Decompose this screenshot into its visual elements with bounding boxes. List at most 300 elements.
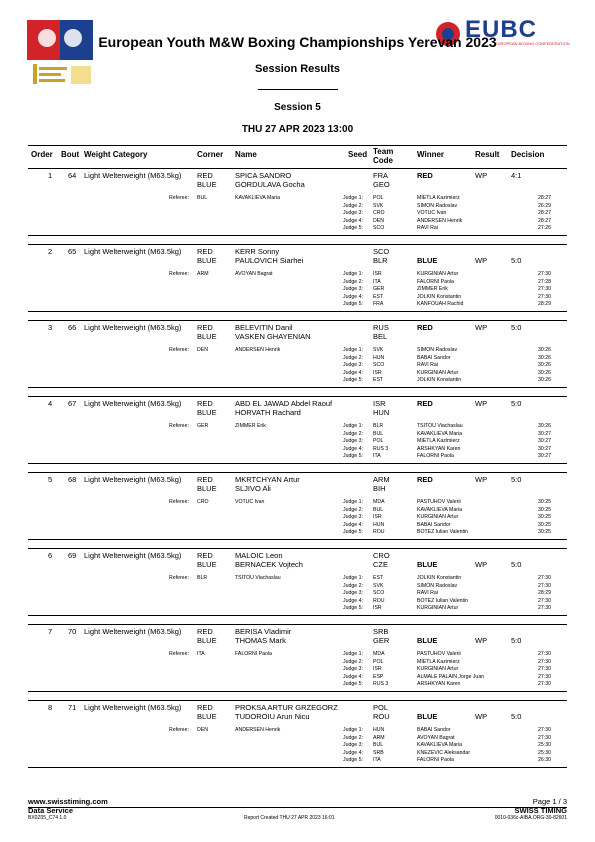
judge-name: ANDERSEN Henrik (417, 217, 463, 224)
red-corner-cell: RED (197, 399, 213, 408)
judge-label: Judge 1: (343, 423, 363, 429)
judge-country: BLR (373, 423, 384, 429)
judge-score: 30:25 (538, 506, 551, 513)
judge-name: BOTEZ Iulian Valentin (417, 597, 468, 604)
referee-country: GER (197, 423, 209, 429)
result-cell: WP (475, 323, 488, 332)
judge-country: ISR (373, 369, 382, 376)
footer-rule (28, 807, 567, 808)
judge-name: FALORNI Paola (417, 278, 454, 285)
judge-label: Judge 1: (343, 347, 363, 353)
footer-ref: 0010-036c-AIBA.ORG-30-82601 (494, 815, 567, 821)
bout-cell: 71 (68, 703, 77, 712)
bout-row (28, 624, 567, 692)
judge-label: Judge 3: (343, 666, 363, 673)
judge-country: ITA (373, 278, 381, 285)
order-cell: 7 (48, 627, 53, 636)
judge-label: Judge 5: (343, 681, 363, 688)
judge-country: DEN (373, 217, 384, 224)
col-decision: Decision (511, 150, 545, 159)
col-team-code: Team Code (373, 147, 394, 165)
judge-label: Judge 5: (343, 377, 363, 384)
judge-label: Judge 4: (343, 597, 363, 604)
judge-name: KNEZEVIC Aleksandar (417, 749, 471, 756)
judge-label: Judge 3: (343, 590, 363, 597)
blue-team-code: HUN (373, 408, 390, 417)
weight-cell: Light Welterweight (M63.5kg) (84, 323, 182, 332)
judge-score: 27:30 (538, 651, 551, 657)
judge-name: ARSHKYAN Karen (417, 681, 461, 688)
bout-row (28, 168, 567, 236)
judge-name: MIETLA Kazimierz (417, 438, 460, 445)
judge-label: Judge 4: (343, 521, 363, 528)
blue-boxer-name: TUDOROIU Arun Nicu (235, 712, 310, 721)
referee-label: Referee: (169, 651, 189, 657)
bout-cell: 65 (68, 247, 77, 256)
judge-country: HUN (373, 354, 385, 361)
judge-score: 30:26 (538, 369, 551, 376)
judge-score: 30:27 (538, 438, 551, 445)
judge-name: PASTUHOV Valerii (417, 499, 461, 505)
judge-name: BABAI Sandor (417, 354, 451, 361)
judge-label: Judge 4: (343, 293, 363, 300)
decision-cell: 5:0 (511, 475, 522, 484)
red-team-code: SRB (373, 627, 389, 636)
session-datetime: THU 27 APR 2023 13:00 (241, 124, 354, 135)
referee-country: ITA (197, 651, 205, 657)
blue-corner-cell: BLUE (197, 256, 217, 265)
judge-label: Judge 5: (343, 225, 363, 232)
order-cell: 6 (48, 551, 53, 560)
judge-label: Judge 5: (343, 301, 363, 308)
judge-name: ARSHKYAN Karen (417, 445, 461, 452)
judge-score: 27:28 (538, 278, 551, 285)
judge-country: EST (373, 293, 384, 300)
result-cell: WP (475, 256, 488, 265)
weight-cell: Light Welterweight (M63.5kg) (84, 247, 182, 256)
judge-score: 27:30 (538, 727, 551, 733)
judge-label: Judge 3: (343, 438, 363, 445)
bout-cell: 70 (68, 627, 77, 636)
judge-score: 30:25 (538, 499, 551, 505)
judge-score: 25:30 (538, 742, 551, 749)
judge-name: KAVAKLIEVA Maria (417, 506, 462, 513)
judge-label: Judge 1: (343, 575, 363, 581)
col-result: Result (475, 150, 500, 159)
judge-country: ISR (373, 605, 382, 612)
judge-name: KAVAKLIEVA Maria (417, 742, 462, 749)
bout-cell: 64 (68, 171, 77, 180)
referee-name: AVOYAN Bagrat (235, 271, 273, 277)
blue-corner-cell: BLUE (197, 560, 217, 569)
referee-name: TSITOU Viachaslau (235, 575, 281, 581)
result-cell: WP (475, 560, 488, 569)
referee-label: Referee: (169, 271, 189, 277)
judge-name: RAVI Rai (417, 225, 438, 232)
judge-score: 28:27 (538, 210, 551, 217)
winner-cell: BLUE (417, 256, 438, 265)
decision-cell: 5:0 (511, 636, 522, 645)
judge-country: BUL (373, 430, 384, 437)
judge-label: Judge 3: (343, 286, 363, 293)
judge-country: ISR (373, 271, 382, 277)
judge-score: 25:30 (538, 749, 551, 756)
judge-country: BUL (373, 506, 384, 513)
judge-label: Judge 2: (343, 582, 363, 589)
judge-country: ISR (373, 514, 382, 521)
order-cell: 4 (48, 399, 53, 408)
judge-name: SIMON Radoslav (417, 582, 458, 589)
red-team-code: SCO (373, 247, 390, 256)
weight-cell: Light Welterweight (M63.5kg) (84, 171, 182, 180)
judge-label: Judge 3: (343, 742, 363, 749)
judge-score: 27:30 (538, 666, 551, 673)
red-team-code: ISR (373, 399, 386, 408)
blue-corner-cell: BLUE (197, 712, 217, 721)
weight-cell: Light Welterweight (M63.5kg) (84, 551, 182, 560)
judge-score: 26:29 (538, 202, 551, 209)
judge-label: Judge 5: (343, 453, 363, 460)
red-boxer-name: MALOIC Leon (235, 551, 283, 560)
referee-name: FALORNI Paola (235, 651, 272, 657)
championship-logo (27, 20, 93, 90)
weight-cell: Light Welterweight (M63.5kg) (84, 399, 182, 408)
result-cell: WP (475, 171, 488, 180)
weight-cell: Light Welterweight (M63.5kg) (84, 703, 182, 712)
referee-country: CRO (197, 499, 209, 505)
bout-row (28, 396, 567, 464)
judge-label: Judge 2: (343, 658, 363, 665)
judge-country: SCO (373, 362, 385, 369)
judge-country: EST (373, 575, 384, 581)
judge-name: JOLKIN Konstantin (417, 293, 462, 300)
session-label: Session 5 (274, 102, 321, 113)
blue-team-code: ROU (373, 712, 390, 721)
judge-score: 28:29 (538, 301, 551, 308)
referee-name: ZIMMER Erik (235, 423, 266, 429)
decision-cell: 5:0 (511, 256, 522, 265)
blue-boxer-name: BERNACEK Vojtech (235, 560, 303, 569)
footer-data-service: Data Service (28, 806, 74, 815)
judge-name: PASTUHOV Valerii (417, 651, 461, 657)
decision-cell: 4:1 (511, 171, 522, 180)
result-cell: WP (475, 475, 488, 484)
judge-country: ARM (373, 734, 385, 741)
referee-country: DEN (197, 347, 208, 353)
red-team-code: ARM (373, 475, 390, 484)
judge-label: Judge 1: (343, 727, 363, 733)
judge-name: JOLKIN Konstantin (417, 377, 462, 384)
judge-label: Judge 2: (343, 506, 363, 513)
judge-name: ZIMMER Erik (417, 286, 448, 293)
red-boxer-name: KERR Sonny (235, 247, 280, 256)
judge-name: KURGINIAN Artur (417, 605, 459, 612)
judge-label: Judge 1: (343, 499, 363, 505)
result-cell: WP (475, 399, 488, 408)
blue-team-code: CZE (373, 560, 388, 569)
page-title: European Youth M&W Boxing Championships Yerevan 2023 (98, 34, 497, 50)
judge-score: 27:30 (538, 582, 551, 589)
judge-score: 30:26 (538, 347, 551, 353)
red-boxer-name: SPICA SANDRO (235, 171, 292, 180)
referee-label: Referee: (169, 499, 189, 505)
footer-brand: SWISS TIMING (514, 806, 567, 815)
blue-team-code: BEL (373, 332, 388, 341)
referee-name: ANDERSEN Henrik (235, 347, 281, 353)
judge-score: 30:25 (538, 529, 551, 536)
judge-name: BOTEZ Iulian Valentin (417, 529, 468, 536)
red-team-code: RUS (373, 323, 389, 332)
judge-name: BABAI Sandor (417, 521, 451, 528)
winner-cell: BLUE (417, 712, 438, 721)
judge-country: SVK (373, 202, 384, 209)
judge-country: EST (373, 377, 384, 384)
blue-corner-cell: BLUE (197, 636, 217, 645)
blue-boxer-name: THOMAS Mark (235, 636, 286, 645)
referee-name: ANDERSEN Henrik (235, 727, 281, 733)
subtitle-rule (258, 89, 338, 90)
col-corner: Corner (197, 150, 224, 159)
judge-label: Judge 5: (343, 529, 363, 536)
weight-cell: Light Welterweight (M63.5kg) (84, 627, 182, 636)
col-bout: Bout (61, 150, 80, 159)
judge-name: SIMON Radoslav (417, 202, 458, 209)
blue-boxer-name: SLJIVO Ali (235, 484, 271, 493)
judge-label: Judge 4: (343, 673, 363, 680)
col-order: Order (31, 150, 53, 159)
judge-score: 27:30 (538, 271, 551, 277)
red-corner-cell: RED (197, 171, 213, 180)
judge-label: Judge 1: (343, 271, 363, 277)
judge-country: SVK (373, 347, 384, 353)
eubc-logo-text: EUBC (465, 16, 538, 43)
blue-boxer-name: PAULOVICH Siarhei (235, 256, 304, 265)
judge-score: 27:30 (538, 673, 551, 680)
bout-cell: 68 (68, 475, 77, 484)
referee-label: Referee: (169, 727, 189, 733)
bout-cell: 66 (68, 323, 77, 332)
judge-country: MDA (373, 651, 385, 657)
blue-team-code: BLR (373, 256, 388, 265)
decision-cell: 5:0 (511, 712, 522, 721)
referee-country: BLR (197, 575, 208, 581)
judge-score: 30:27 (538, 453, 551, 460)
col-name: Name (235, 150, 257, 159)
bout-cell: 67 (68, 399, 77, 408)
red-boxer-name: MKRTCHYAN Artur (235, 475, 300, 484)
judge-label: Judge 2: (343, 202, 363, 209)
judge-label: Judge 4: (343, 369, 363, 376)
referee-label: Referee: (169, 347, 189, 353)
referee-country: DEN (197, 727, 208, 733)
judge-country: POL (373, 438, 384, 445)
decision-cell: 5:0 (511, 560, 522, 569)
judge-label: Judge 1: (343, 195, 363, 201)
referee-country: BUL (197, 195, 208, 201)
referee-label: Referee: (169, 195, 189, 201)
judge-name: KURGINIAN Artur (417, 271, 459, 277)
bout-row (28, 472, 567, 540)
referee-name: KAVAKLIEVA Maria (235, 195, 280, 201)
judge-name: BABAI Sandor (417, 727, 451, 733)
referee-label: Referee: (169, 575, 189, 581)
col-winner: Winner (417, 150, 445, 159)
judge-country: FRA (373, 301, 384, 308)
order-cell: 5 (48, 475, 53, 484)
referee-name: VOTUC Ivan (235, 499, 265, 505)
judge-score: 30:26 (538, 377, 551, 384)
judge-label: Judge 2: (343, 354, 363, 361)
blue-boxer-name: VASKEN GHAYENIAN (235, 332, 311, 341)
blue-team-code: GEO (373, 180, 390, 189)
judge-name: MIETLA Kazimierz (417, 195, 460, 201)
judge-country: CRO (373, 210, 385, 217)
red-corner-cell: RED (197, 703, 213, 712)
judge-name: KANFOUAH Rachid (417, 301, 464, 308)
bout-row (28, 244, 567, 312)
judge-country: BUL (373, 742, 384, 749)
footer-code: BX0Z05_C74 1.0 (28, 815, 67, 821)
judge-label: Judge 5: (343, 605, 363, 612)
order-cell: 2 (48, 247, 53, 256)
judge-country: ROU (373, 597, 385, 604)
bout-row (28, 548, 567, 616)
judge-name: KURGINIAN Artur (417, 514, 459, 521)
judge-label: Judge 1: (343, 651, 363, 657)
winner-cell: RED (417, 399, 433, 408)
judge-label: Judge 4: (343, 217, 363, 224)
judge-name: KURGINIAN Artur (417, 666, 459, 673)
judge-name: FALORNI Paola (417, 757, 454, 764)
judge-score: 27:30 (538, 658, 551, 665)
judge-country: ITA (373, 757, 381, 764)
red-corner-cell: RED (197, 247, 213, 256)
page-subtitle: Session Results (255, 63, 340, 75)
judge-name: MIETLA Kazimierz (417, 658, 460, 665)
blue-corner-cell: BLUE (197, 332, 217, 341)
judge-name: KAVAKLIEVA Maria (417, 430, 462, 437)
bout-row (28, 700, 567, 768)
red-team-code: POL (373, 703, 389, 712)
red-corner-cell: RED (197, 551, 213, 560)
judge-label: Judge 3: (343, 514, 363, 521)
judge-country: SCO (373, 590, 385, 597)
judge-country: HUN (373, 727, 385, 733)
judge-country: ISR (373, 666, 382, 673)
judge-label: Judge 2: (343, 430, 363, 437)
blue-boxer-name: HORVATH Rachard (235, 408, 301, 417)
judge-name: RAVI Rai (417, 590, 438, 597)
judge-score: 30:27 (538, 445, 551, 452)
col-seed: Seed (348, 150, 368, 159)
judge-country: GER (373, 286, 385, 293)
table-header (28, 145, 567, 169)
result-cell: WP (475, 636, 488, 645)
red-boxer-name: BELEVITIN Danil (235, 323, 293, 332)
judge-score: 27:30 (538, 597, 551, 604)
judge-score: 27:26 (538, 225, 551, 232)
judge-name: KURGINIAN Artur (417, 369, 459, 376)
order-cell: 3 (48, 323, 53, 332)
judge-country: RUS 3 (373, 681, 389, 688)
judge-score: 27:30 (538, 575, 551, 581)
winner-cell: BLUE (417, 636, 438, 645)
bout-row (28, 320, 567, 388)
red-team-code: CRO (373, 551, 390, 560)
judge-country: RUS 3 (373, 445, 389, 452)
judge-score: 27:30 (538, 286, 551, 293)
blue-corner-cell: BLUE (197, 484, 217, 493)
judge-country: SVK (373, 582, 384, 589)
judge-name: TSITOU Viachaslau (417, 423, 463, 429)
judge-score: 28:29 (538, 590, 551, 597)
winner-cell: BLUE (417, 560, 438, 569)
judge-name: JOLKIN Konstantin (417, 575, 462, 581)
col-weight: Weight Category (84, 150, 148, 159)
red-corner-cell: RED (197, 323, 213, 332)
judge-name: RAVI Rai (417, 362, 438, 369)
judge-country: HUN (373, 521, 385, 528)
red-boxer-name: BERISA Vladimir (235, 627, 292, 636)
judge-score: 30:25 (538, 514, 551, 521)
judge-country: POL (373, 658, 384, 665)
judge-label: Judge 2: (343, 734, 363, 741)
judge-score: 28:27 (538, 195, 551, 201)
blue-corner-cell: BLUE (197, 180, 217, 189)
blue-team-code: BIH (373, 484, 386, 493)
judge-score: 30:25 (538, 521, 551, 528)
eubc-logo-subtext: EUROPEAN BOXING CONFEDERATION (495, 41, 570, 46)
decision-cell: 5:0 (511, 399, 522, 408)
bout-cell: 69 (68, 551, 77, 560)
red-boxer-name: PROKSA ARTUR GRZEGORZ (235, 703, 338, 712)
decision-cell: 5:0 (511, 323, 522, 332)
judge-score: 30:26 (538, 423, 551, 429)
judge-label: Judge 3: (343, 210, 363, 217)
judge-country: MDA (373, 499, 385, 505)
winner-cell: RED (417, 171, 433, 180)
judge-score: 28:27 (538, 217, 551, 224)
red-corner-cell: RED (197, 627, 213, 636)
winner-cell: RED (417, 475, 433, 484)
judge-name: FALORNI Paola (417, 453, 454, 460)
judge-name: AVOYAN Bagrat (417, 734, 455, 741)
judge-country: ROU (373, 529, 385, 536)
blue-team-code: GER (373, 636, 390, 645)
judge-country: SRB (373, 749, 384, 756)
footer-website: www.swisstiming.com (28, 797, 108, 806)
judge-name: SIMON Radoslav (417, 347, 458, 353)
judge-label: Judge 2: (343, 278, 363, 285)
red-corner-cell: RED (197, 475, 213, 484)
judge-score: 30:26 (538, 362, 551, 369)
judge-score: 27:30 (538, 293, 551, 300)
blue-boxer-name: GORDULAVA Gocha (235, 180, 305, 189)
judge-label: Judge 4: (343, 749, 363, 756)
judge-name: ALMALE PALAIN Jorge Juan (417, 673, 485, 680)
footer-report-created: Report Created THU 27 APR 2023 16:01 (244, 815, 335, 821)
blue-corner-cell: BLUE (197, 408, 217, 417)
judge-name: VOTUC Ivan (417, 210, 447, 217)
winner-cell: RED (417, 323, 433, 332)
footer-page: Page 1 / 3 (532, 797, 567, 806)
judge-label: Judge 3: (343, 362, 363, 369)
referee-label: Referee: (169, 423, 189, 429)
judge-score: 30:27 (538, 430, 551, 437)
judge-country: ITA (373, 453, 381, 460)
weight-cell: Light Welterweight (M63.5kg) (84, 475, 182, 484)
referee-country: ARM (197, 271, 209, 277)
